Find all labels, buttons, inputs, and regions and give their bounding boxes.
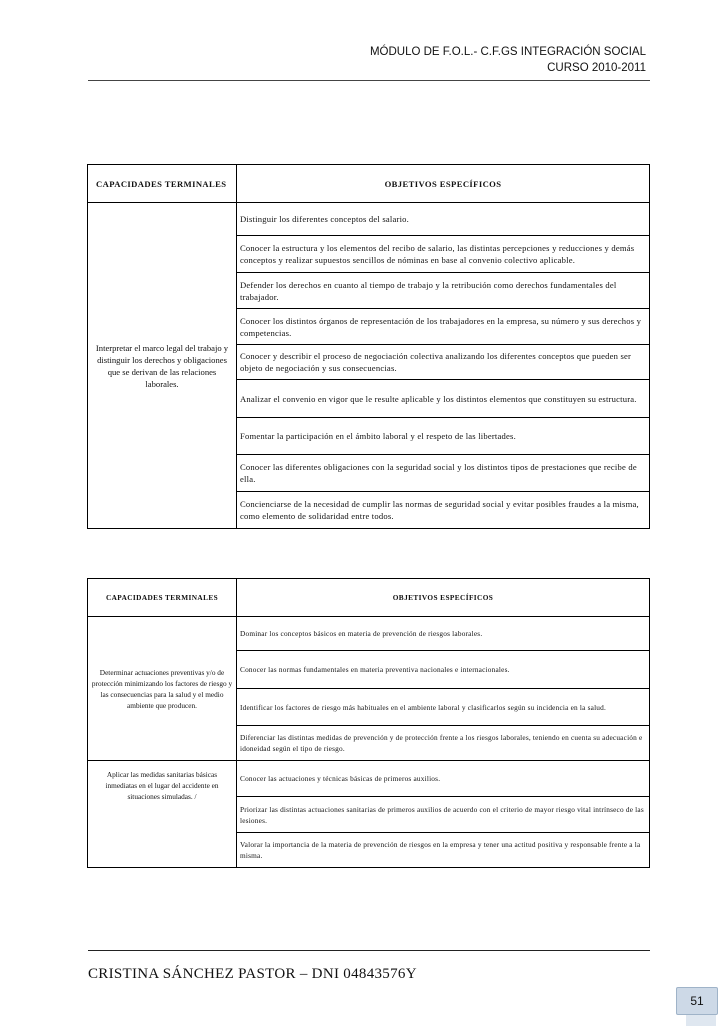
objetivo-cell: Diferenciar las distintas medidas de prevención y de protección frente a los riesgos laborales, teniendo en cuenta su adecuación e idoneidad según el tipo de riesgo. bbox=[237, 726, 650, 761]
capacidad-terminal-cell: Aplicar las medidas sanitarias básicas inmediatas en el lugar del accidente en situaciones simuladas. / bbox=[88, 761, 237, 868]
footer-author: CRISTINA SÁNCHEZ PASTOR – DNI 04843576Y bbox=[88, 966, 417, 982]
objetivo-cell: Dominar los conceptos básicos en materia de prevención de riesgos laborales. bbox=[237, 617, 650, 651]
objetivo-cell: Conocer las actuaciones y técnicas básicas de primeros auxilios. bbox=[237, 761, 650, 797]
objetivo-cell: Distinguir los diferentes conceptos del salario. bbox=[237, 203, 650, 236]
objetivo-cell: Defender los derechos en cuanto al tiempo de trabajo y la retribución como derechos fundamentales del trabajador. bbox=[237, 273, 650, 309]
objetivo-cell: Fomentar la participación en el ámbito laboral y el respeto de las libertades. bbox=[237, 418, 650, 455]
objetivo-cell: Conocer y describir el proceso de negociación colectiva analizando los diferentes conceptos que pueden ser objeto de negociación y sus consecuencias. bbox=[237, 345, 650, 380]
table-header-row bbox=[88, 579, 650, 617]
header-divider bbox=[88, 80, 650, 81]
objetivo-cell: Conocer los distintos órganos de representación de los trabajadores en la empresa, su número y sus derechos y competencias. bbox=[237, 309, 650, 345]
objetivo-cell: Identificar los factores de riesgo más habituales en el ambiente laboral y clasificarlos según su incidencia en la salud. bbox=[237, 689, 650, 726]
table-header-row bbox=[88, 165, 650, 203]
objetivo-cell: Conocer las diferentes obligaciones con la seguridad social y los distintos tipos de prestaciones que recibe de ella. bbox=[237, 455, 650, 492]
table-capacidades-marco-legal bbox=[87, 164, 650, 529]
table-capacidades-prevencion bbox=[87, 578, 650, 868]
page-number-badge-tail bbox=[686, 1014, 716, 1026]
objetivo-cell: Valorar la importancia de la materia de prevención de riesgos en la empresa y tener una actitud positiva y responsable frente a la misma. bbox=[237, 833, 650, 868]
column-header-capacidades: CAPACIDADES TERMINALES bbox=[88, 579, 237, 617]
header-module-title: MÓDULO DE F.O.L.- C.F.GS INTEGRACIÓN SOCIAL bbox=[369, 46, 646, 58]
table-row bbox=[88, 761, 650, 797]
objetivo-cell: Conocer la estructura y los elementos del recibo de salario, las distintas percepciones y reducciones y demás conceptos y realizar supuestos sencillos de nóminas en base al convenio colectivo aplicable. bbox=[237, 236, 650, 273]
objetivo-cell: Priorizar las distintas actuaciones sanitarias de primeros auxilios de acuerdo con el criterio de mayor riesgo vital intrínseco de las lesiones. bbox=[237, 797, 650, 833]
column-header-capacidades: CAPACIDADES TERMINALES bbox=[88, 165, 237, 203]
footer-divider bbox=[88, 950, 650, 951]
objetivo-cell: Analizar el convenio en vigor que le resulte aplicable y los distintos elementos que constituyen su estructura. bbox=[237, 380, 650, 418]
objetivo-cell: Conocer las normas fundamentales en materia preventiva nacionales e internacionales. bbox=[237, 651, 650, 689]
objetivo-cell: Concienciarse de la necesidad de cumplir las normas de seguridad social y evitar posibles fraudes a la misma, como elemento de solidaridad entre todos. bbox=[237, 492, 650, 529]
column-header-objetivos: OBJETIVOS ESPECÍFICOS bbox=[237, 165, 650, 203]
table-row bbox=[88, 617, 650, 651]
page-number-badge: 51 bbox=[676, 987, 718, 1015]
capacidad-terminal-cell: Determinar actuaciones preventivas y/o de protección minimizando los factores de riesgo y las consecuencias para la salud y el medio ambiente que producen. bbox=[88, 617, 237, 761]
page-header bbox=[370, 44, 646, 76]
capacidad-terminal-cell: Interpretar el marco legal del trabajo y distinguir los derechos y obligaciones que se derivan de las relaciones laborales. bbox=[88, 203, 237, 529]
column-header-objetivos: OBJETIVOS ESPECÍFICOS bbox=[237, 579, 650, 617]
table-row bbox=[88, 203, 650, 236]
header-course-year: CURSO 2010-2011 bbox=[547, 62, 646, 74]
